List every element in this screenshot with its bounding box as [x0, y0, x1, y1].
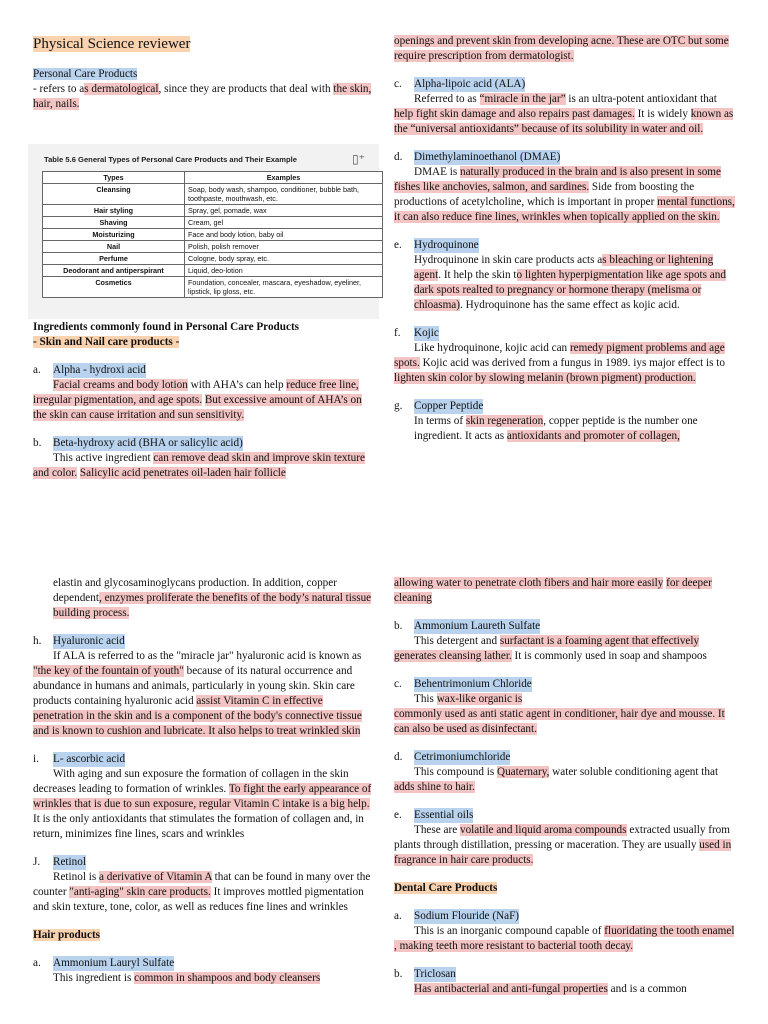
table-cell-examples: Soap, body wash, shampoo, conditioner, bubble bath, toothpaste, mouthwash, etc. — [185, 184, 383, 205]
list-item-hydroquinone: e. Hydroquinone — [394, 239, 479, 251]
continued-text: openings and prevent skin from developing acne. These are OTC but some require prescription from dermatologist. — [394, 35, 729, 62]
item-text: With aging and sun exposure the formation of collagen in the skin decreases leading to formation of wrinkles. To fight the early appearance of wrinkles that is due to sun exposure, regular Vitamin C intake is a big help. It is the only antioxidants that stimulates the formation of collagen and, in return, minimizes fine lines, scars and wrinkles — [33, 768, 372, 840]
continued-text: elastin and glycosaminoglycans production. In addition, copper dependent, enzymes proliferate the benefits of the body’s natural tissue building process. — [53, 577, 372, 619]
list-item-copper-peptide: g. Copper Peptide — [394, 400, 484, 412]
item-name: Cetrimoniumchloride — [414, 751, 511, 763]
list-item-ascorbic-acid: i. L- ascorbic acid — [33, 753, 126, 765]
table-cell-type: Shaving — [43, 217, 185, 229]
table-row — [43, 253, 383, 265]
item-name: Behentrimonium Chloride — [414, 678, 532, 690]
table-header-types: Types — [43, 172, 185, 184]
dental-care-heading: Dental Care Products — [394, 882, 498, 894]
item-text: This compound is Quaternary, water soluble conditioning agent that adds shine to hair. — [394, 766, 719, 793]
table-cell-type: Moisturizing — [43, 229, 185, 241]
list-item-retinol: J. Retinol — [33, 856, 86, 868]
item-name: Alpha - hydroxi acid — [53, 364, 146, 376]
item-name: Retinol — [53, 856, 86, 868]
bookmark-icon[interactable]: ▯⁺ — [352, 152, 365, 166]
table-cell-examples: Cologne, body spray, etc. — [185, 253, 383, 265]
table-cell-examples: Foundation, concealer, mascara, eyeshadow, eyeliner, lipstick, lip gloss, etc. — [185, 277, 383, 298]
table-cell-type: Perfume — [43, 253, 185, 265]
continued-text: allowing water to penetrate cloth fibers and hair more easily for deeper cleaning — [394, 577, 712, 604]
list-item-ammonium-laureth-sulfate: b. Ammonium Laureth Sulfate — [394, 620, 541, 632]
table-row — [43, 241, 383, 253]
column-bottom-left — [33, 576, 375, 986]
item-text: This wax-like organic is — [414, 693, 523, 705]
item-name: Dimethylaminoethanol (DMAE) — [414, 151, 561, 163]
table-header-row — [43, 172, 383, 184]
item-text: This active ingredient can remove dead skin and improve skin texture and color. Salicylic acid penetrates oil-laden hair follicle — [33, 452, 365, 479]
table-row — [43, 265, 383, 277]
item-text: This detergent and surfactant is a foaming agent that effectively generates cleansing lather. It is commonly used in soap and shampoos — [394, 635, 707, 662]
item-text: This ingredient is common in shampoos and body cleansers — [53, 972, 321, 984]
item-name: Kojic — [414, 327, 439, 339]
table-cell-examples: Spray, gel, pomade, wax — [185, 205, 383, 217]
table-cell-type: Cleansing — [43, 184, 185, 205]
table-cell-type: Nail — [43, 241, 185, 253]
item-text: Like hydroquinone, kojic acid can remedy pigment problems and age spots. Kojic acid was derived from a fungus in 1989. iys major effect is to lighten skin color by slowing melanin (brown pigment) production. — [394, 342, 726, 384]
page-title: Physical Science reviewer — [33, 36, 191, 52]
list-item-behentrimonium-chloride: c. Behentrimonium Chloride — [394, 678, 532, 690]
list-item-aha: a. Alpha - hydroxi acid — [33, 364, 146, 376]
table-cell-examples: Polish, polish remover — [185, 241, 383, 253]
list-item-ammonium-lauryl-sulfate: a. Ammonium Lauryl Sulfate — [33, 957, 175, 969]
item-text: Retinol is a derivative of Vitamin A that can be found in many over the counter "anti-aging" skin care products. It improves mottled pigmentation and skin texture, tone, color, as well as reduces fine lines and wrinkles — [33, 871, 371, 913]
item-text: Referred to as “miracle in the jar” is an ultra-potent antioxidant that help fight skin damage and also repairs past damages. It is widely known as the “universal antioxidants” because of its solubility in water and oil. — [394, 93, 734, 135]
list-item-cetrimoniumchloride: d. Cetrimoniumchloride — [394, 751, 511, 763]
item-name: Triclosan — [414, 968, 456, 980]
list-item-ala: c. Alpha-lipoic acid (ALA) — [394, 78, 526, 90]
item-text: In terms of skin regeneration, copper peptide is the number one ingredient. It acts as antioxidants and promoter of collagen, — [414, 415, 698, 442]
item-text: Has antibacterial and anti-fungal properties and is a common — [414, 983, 687, 995]
item-text: If ALA is referred to as the "miracle jar" hyaluronic acid is known as "the key of the fountain of youth" because of its natural occurrence and abundance in humans and animals, particularly in young skin. Skin care products containing hyaluronic acid assist Vitamin C in effective penetration in the skin and is a component of the body's connective tissue and is known to cushion and lubricate. It also helps to treat wrinkled skin — [33, 650, 362, 737]
section-heading-personal-care: Personal Care Products — [33, 68, 138, 80]
table-figure — [28, 144, 379, 319]
list-item-kojic: f. Kojic — [394, 327, 439, 339]
list-item-hyaluronic-acid: h. Hyaluronic acid — [33, 635, 125, 647]
item-name: Ammonium Lauryl Sulfate — [53, 957, 175, 969]
item-name: Hyaluronic acid — [53, 635, 125, 647]
item-name: Beta-hydroxy acid (BHA or salicylic acid) — [53, 437, 243, 449]
table-cell-type: Hair styling — [43, 205, 185, 217]
item-text: DMAE is naturally produced in the brain and is also present in some fishes like anchovies, salmon, and sardines. Side from boosting the productions of acetylcholine, which is important in proper mental functions, it can also reduce fine lines, wrinkles when topically applied on the skin. — [394, 166, 735, 223]
item-text: commonly used as anti static agent in conditioner, hair dye and mousse. It can also be used as disinfectant. — [394, 708, 725, 735]
item-name: Copper Peptide — [414, 400, 484, 412]
item-name: Hydroquinone — [414, 239, 479, 251]
table-row — [43, 229, 383, 241]
personal-care-types-table — [42, 171, 383, 298]
item-text: Facial creams and body lotion with AHA’s can help reduce free line, irregular pigmentation, and age spots. But excessive amount of AHA’s on the skin can cause irritation and sun sensitivity. — [33, 379, 362, 421]
personal-care-definition: - refers to as dermatological, since they are products that deal with the skin, hair, nails. — [33, 83, 372, 110]
item-name: Sodium Flouride (NaF) — [414, 910, 520, 922]
table-cell-examples: Liquid, deo-lotion — [185, 265, 383, 277]
skin-nail-heading: - Skin and Nail care products - — [33, 336, 180, 348]
table-row — [43, 277, 383, 298]
table-cell-type: Cosmetics — [43, 277, 185, 298]
ingredients-heading: Ingredients commonly found in Personal Care Products — [33, 321, 300, 333]
item-text: Hydroquinone in skin care products acts as bleaching or lightening agent. It help the skin to lighten hyperpigmentation like age spots and dark spots realted to pregnancy or hormone therapy (melisma or chloasma). Hydroquinone has the same effect as kojic acid. — [414, 254, 726, 311]
column-top-left-lower — [33, 320, 375, 481]
column-top-right — [394, 34, 736, 444]
item-name: L- ascorbic acid — [53, 753, 126, 765]
table-cell-examples: Cream, gel — [185, 217, 383, 229]
table-header-examples: Examples — [185, 172, 383, 184]
table-row — [43, 184, 383, 205]
item-name: Ammonium Laureth Sulfate — [414, 620, 541, 632]
item-name: Alpha-lipoic acid (ALA) — [414, 78, 526, 90]
table-cell-type: Deodorant and antiperspirant — [43, 265, 185, 277]
table-row — [43, 205, 383, 217]
list-item-dmae: d. Dimethylaminoethanol (DMAE) — [394, 151, 561, 163]
table-caption: Table 5.6 General Types of Personal Care Products and Their Example — [44, 155, 297, 164]
table-row — [43, 217, 383, 229]
list-item-essential-oils: e. Essential oils — [394, 809, 474, 821]
list-item-bha: b. Beta-hydroxy acid (BHA or salicylic acid) — [33, 437, 243, 449]
item-name: Essential oils — [414, 809, 474, 821]
item-text: This is an inorganic compound capable of fluoridating the tooth enamel , making teeth more resistant to bacterial tooth decay. — [394, 925, 735, 952]
table-cell-examples: Face and body lotion, baby oil — [185, 229, 383, 241]
hair-products-heading: Hair products — [33, 929, 101, 941]
list-item-sodium-flouride: a. Sodium Flouride (NaF) — [394, 910, 520, 922]
column-bottom-right — [394, 576, 736, 997]
item-text: These are volatile and liquid aroma compounds extracted usually from plants through distillation, pressing or maceration. They are usually used in fragrance in hair care products. — [394, 824, 732, 866]
list-item-triclosan: b. Triclosan — [394, 968, 456, 980]
column-top-left — [33, 34, 375, 112]
